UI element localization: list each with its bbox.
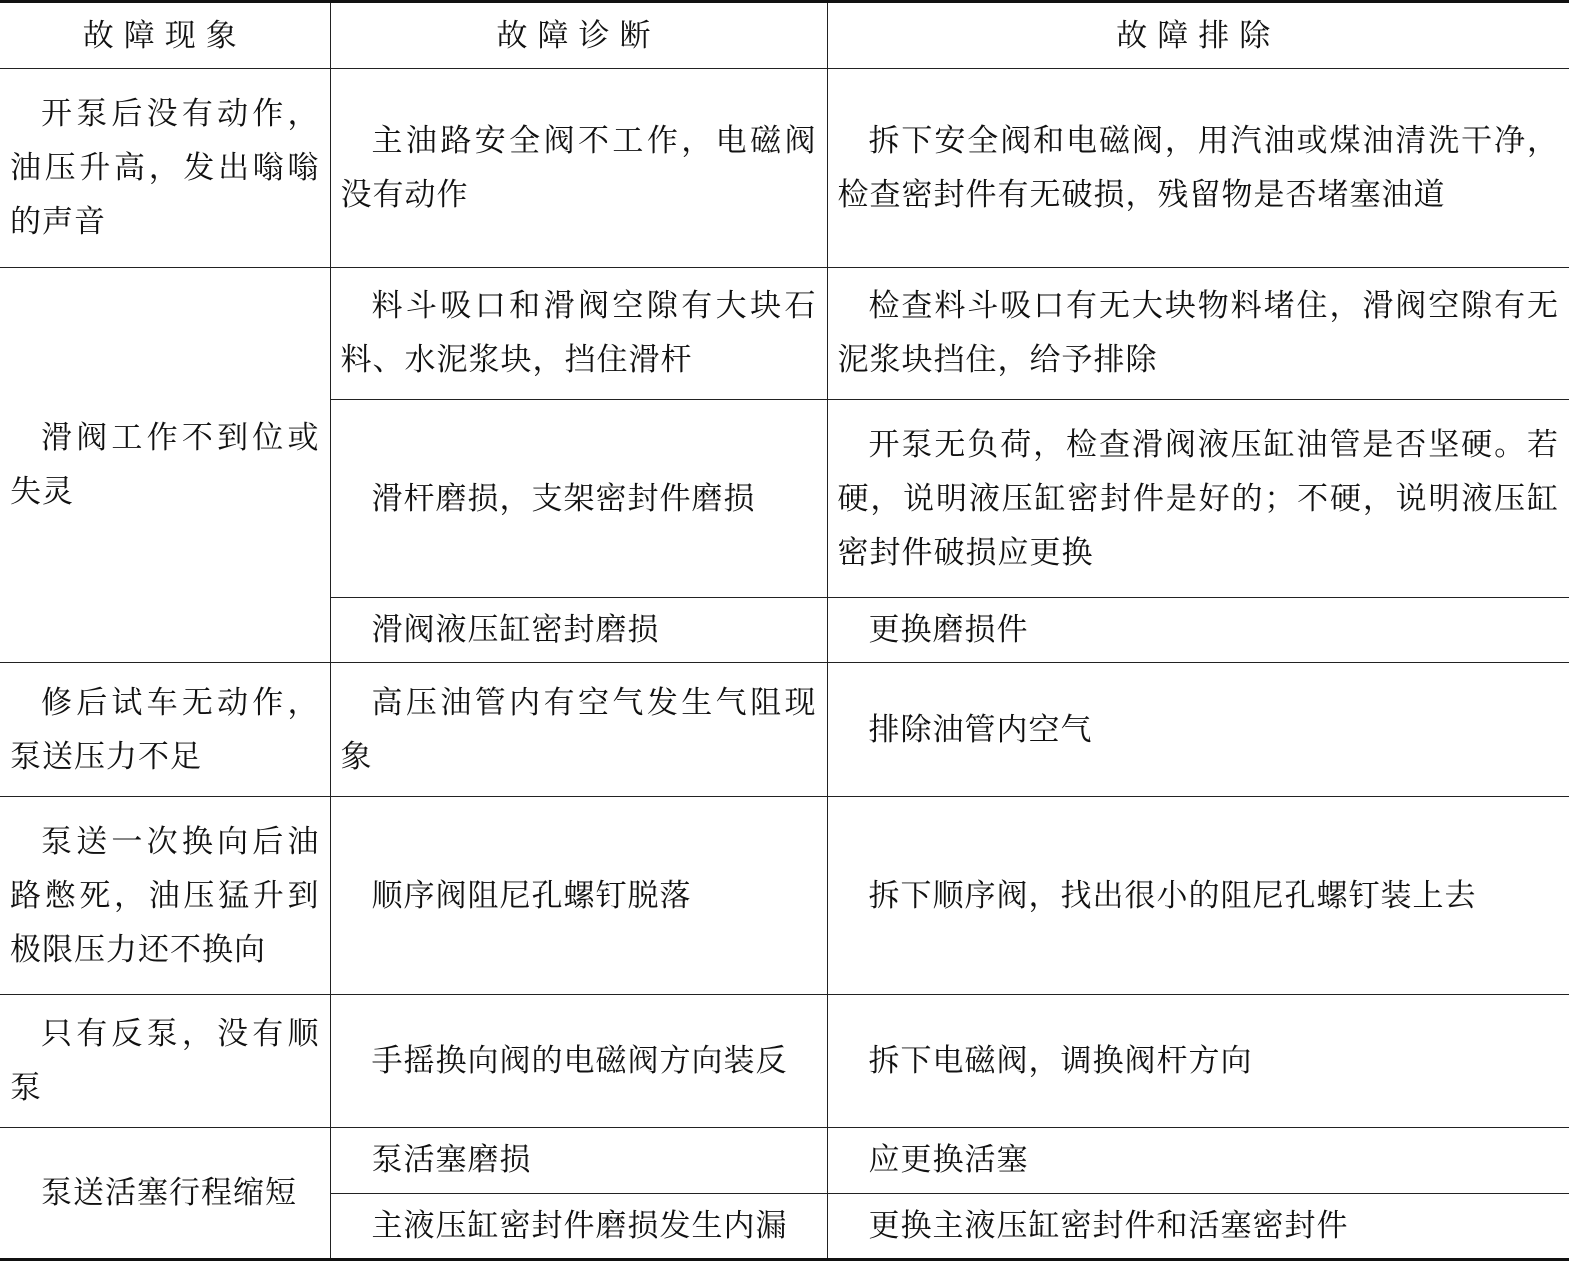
symptom-text: 滑阀工作不到位或失灵 — [10, 419, 320, 510]
remedy-text: 排除油管内空气 — [868, 711, 1093, 748]
symptom-cell — [0, 267, 330, 663]
remedy-text: 拆下安全阀和电磁阀，用汽油或煤油清洗干净，检查密封件有无破损，残留物是否堵塞油道 — [837, 122, 1559, 213]
remedy-cell — [827, 598, 1569, 663]
diagnosis-text: 滑阀液压缸密封磨损 — [371, 612, 660, 649]
diagnosis-text: 高压油管内有空气发生气阻现象 — [340, 684, 817, 775]
diagnosis-cell — [330, 995, 827, 1127]
remedy-cell — [827, 1193, 1569, 1259]
symptom-cell — [0, 1127, 330, 1259]
symptom-text: 泵送一次换向后油路憋死，油压猛升到极限压力还不换向 — [10, 823, 320, 968]
diagnosis-cell — [330, 267, 827, 399]
remedy-cell — [827, 995, 1569, 1127]
table-row — [0, 1127, 1569, 1193]
diagnosis-cell — [330, 598, 827, 663]
symptom-text: 开泵后没有动作，油压升高，发出嗡嗡的声音 — [10, 95, 320, 240]
table-row — [0, 796, 1569, 995]
remedy-text: 检查料斗吸口有无大块物料堵住，滑阀空隙有无泥浆块挡住，给予排除 — [837, 288, 1559, 379]
remedy-cell — [827, 796, 1569, 995]
remedy-text: 拆下顺序阀，找出很小的阻尼孔螺钉装上去 — [868, 877, 1477, 914]
symptom-cell — [0, 995, 330, 1127]
diagnosis-cell — [330, 1193, 827, 1259]
diagnosis-cell — [330, 399, 827, 598]
diagnosis-text: 料斗吸口和滑阀空隙有大块石料、水泥浆块，挡住滑杆 — [340, 288, 817, 379]
header-remedy: 故障排除 — [827, 2, 1569, 69]
remedy-text: 更换主液压缸密封件和活塞密封件 — [868, 1207, 1349, 1244]
diagnosis-text: 主油路安全阀不工作，电磁阀没有动作 — [340, 122, 817, 213]
remedy-cell — [827, 1127, 1569, 1193]
header-diagnosis: 故障诊断 — [330, 2, 827, 69]
diagnosis-cell — [330, 1127, 827, 1193]
symptom-text: 泵送活塞行程缩短 — [41, 1174, 297, 1211]
symptom-text: 修后试车无动作，泵送压力不足 — [10, 684, 320, 775]
remedy-cell — [827, 267, 1569, 399]
table-row — [0, 69, 1569, 268]
remedy-text: 开泵无负荷，检查滑阀液压缸油管是否坚硬。若硬，说明液压缸密封件是好的；不硬，说明液压缸密封件破损应更换 — [837, 426, 1559, 571]
diagnosis-text: 主液压缸密封件磨损发生内漏 — [371, 1207, 788, 1244]
diagnosis-text: 手摇换向阀的电磁阀方向装反 — [371, 1042, 788, 1079]
diagnosis-cell — [330, 69, 827, 268]
symptom-text: 只有反泵，没有顺泵 — [10, 1015, 320, 1106]
remedy-text: 应更换活塞 — [868, 1142, 1029, 1179]
remedy-cell — [827, 69, 1569, 268]
diagnosis-text: 泵活塞磨损 — [371, 1142, 532, 1179]
symptom-cell — [0, 796, 330, 995]
symptom-cell — [0, 69, 330, 268]
symptom-cell — [0, 663, 330, 796]
table-row — [0, 267, 1569, 399]
table-body — [0, 69, 1569, 1260]
diagnosis-text: 滑杆磨损，支架密封件磨损 — [371, 480, 756, 517]
header-symptom: 故障现象 — [0, 2, 330, 69]
remedy-text: 更换磨损件 — [868, 612, 1029, 649]
table-row — [0, 663, 1569, 796]
remedy-cell — [827, 399, 1569, 598]
diagnosis-cell — [330, 796, 827, 995]
remedy-text: 拆下电磁阀，调换阀杆方向 — [868, 1042, 1253, 1079]
table-row — [0, 995, 1569, 1127]
header-row — [0, 2, 1569, 69]
diagnosis-cell — [330, 663, 827, 796]
table-header — [0, 2, 1569, 69]
diagnosis-text: 顺序阀阻尼孔螺钉脱落 — [371, 877, 692, 914]
remedy-cell — [827, 663, 1569, 796]
